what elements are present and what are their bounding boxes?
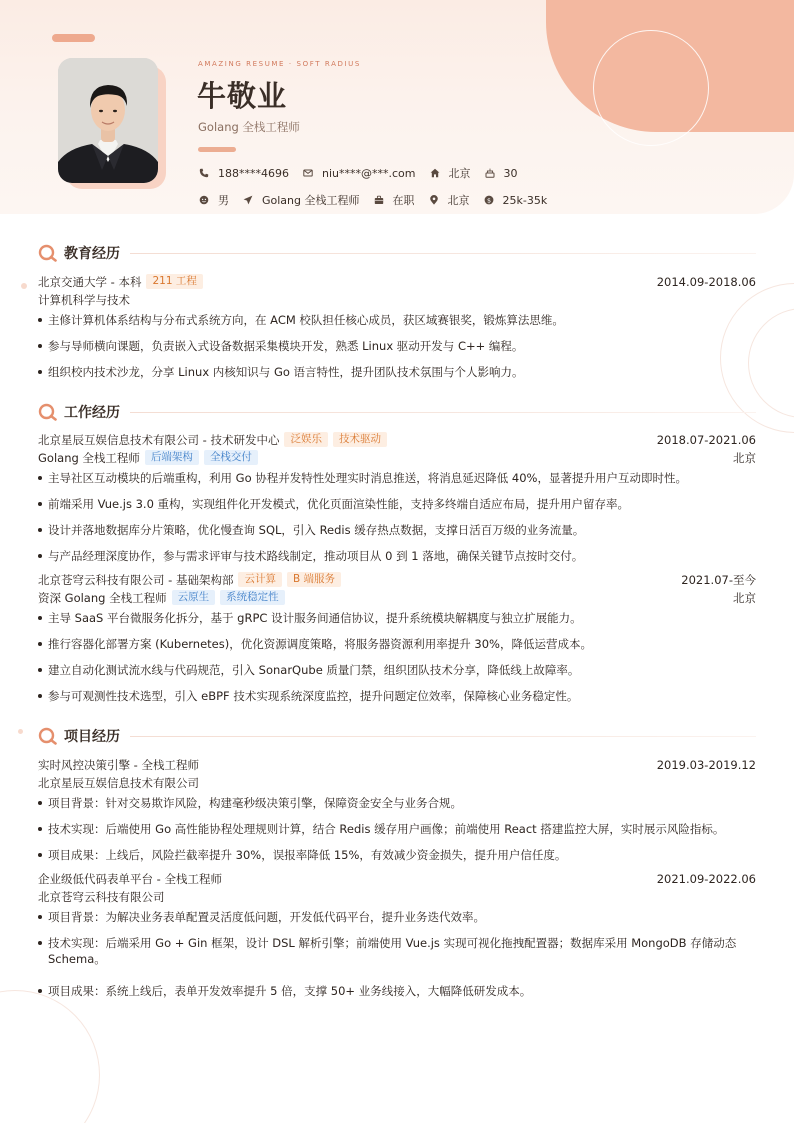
decorative-dot (21, 283, 27, 289)
company-tag: 云计算 (238, 572, 282, 587)
gender-value: 男 (218, 194, 229, 207)
project-bullet: 项目成果：上线后，风险拦截率提升 30%，误报率降低 15%，有效减少资金损失，提升用户信任度。 (38, 847, 756, 863)
job-period: 2021.07-至今 (681, 572, 756, 587)
phone-icon (199, 168, 209, 178)
project-header-row (38, 756, 756, 773)
decorative-dot (18, 729, 23, 734)
job-header-row (38, 571, 756, 588)
phone-item (199, 167, 289, 180)
phone-value: 188****4696 (218, 166, 289, 180)
section-divider (130, 253, 756, 254)
salary-icon (484, 195, 494, 205)
home-icon (430, 168, 440, 178)
project-bullet: 技术实现：后端采用 Go + Gin 框架，设计 DSL 解析引擎；前端使用 Vue.js 实现可视化拖拽配置器；数据库采用 MongoDB 存储动态 Schema。 (38, 935, 756, 967)
job-city: 北京 (733, 590, 756, 605)
title-underline (198, 147, 236, 152)
project-period: 2021.09-2022.06 (656, 871, 756, 886)
gender-icon (199, 195, 209, 205)
role-tag: 系统稳定性 (220, 590, 285, 605)
job-role: Golang 全栈工程师 (38, 450, 140, 465)
section-title-projects (38, 726, 756, 746)
candidate-title: Golang 全栈工程师 (198, 120, 300, 134)
mail-icon (303, 168, 313, 178)
project-name: 企业级低代码表单平台 - 全栈工程师 (38, 871, 222, 886)
education-header-row (38, 273, 756, 290)
briefcase-icon (374, 195, 384, 205)
svg-text:$: $ (486, 196, 491, 205)
school-name: 北京交通大学 - 本科 (38, 274, 142, 289)
section-heading: 工作经历 (64, 405, 120, 421)
job-role: 资深 Golang 全栈工程师 (38, 590, 167, 605)
job-bullet: 前端采用 Vue.js 3.0 重构，实现组件化开发模式，优化页面渲染性能，支持多终端自适应布局，提升用户留存率。 (38, 496, 756, 512)
work-city-item (429, 192, 470, 208)
work-city-value: 北京 (447, 194, 470, 207)
project-period: 2019.03-2019.12 (656, 757, 756, 772)
major: 计算机科学与技术 (38, 292, 130, 307)
job-header-row (38, 431, 756, 448)
age-icon (485, 168, 495, 178)
company-tag: 泛娱乐 (284, 432, 328, 447)
section-heading: 项目经历 (64, 729, 120, 745)
salary-item (484, 194, 548, 207)
age-item (485, 167, 518, 180)
project-name: 实时风控决策引擎 - 全栈工程师 (38, 757, 199, 772)
company-name: 北京苍穹云科技有限公司 - 基础架构部 (38, 572, 234, 587)
target-position-value: Golang 全栈工程师 (262, 194, 360, 207)
decorative-ring (593, 30, 709, 146)
job-bullet: 与产品经理深度协作，参与需求评审与技术路线制定，推动项目从 0 到 1 落地，确保关键节点按时交付。 (38, 548, 756, 564)
salary-value: 25k-35k (502, 193, 548, 207)
avatar-illustration (58, 58, 158, 183)
job-bullet: 推行容器化部署方案 (Kubernetes)，优化资源调度策略，将服务器资源利用率提升 30%，降低运营成本。 (38, 636, 756, 652)
education-major-row (38, 291, 756, 308)
education-period: 2014.09-2018.06 (656, 274, 756, 289)
job-bullet: 主导 SaaS 平台微服务化拆分，基于 gRPC 设计服务间通信协议，提升系统模块解耦度与独立扩展能力。 (38, 610, 756, 626)
job-status-item (374, 192, 415, 208)
job-bullet: 主导社区互动模块的后端重构，利用 Go 协程并发特性处理实时消息推送，将消息延迟降低 40%，显著提升用户互动即时性。 (38, 470, 756, 486)
project-bullet: 项目背景：为解决业务表单配置灵活度低问题，开发低代码平台，提升业务迭代效率。 (38, 909, 756, 925)
project-company-row (38, 774, 756, 791)
education-bullet: 主修计算机体系结构与分布式系统方向，在 ACM 校队担任核心成员，获区域赛银奖，锻炼算法思维。 (38, 312, 756, 328)
accent-bar (52, 34, 95, 42)
personal-info-row (199, 192, 561, 208)
email-value: niu****@***.com (322, 166, 416, 180)
section-title-education (38, 243, 756, 263)
job-bullet: 建立自动化测试流水线与代码规范，引入 SonarQube 质量门禁，组织团队技术分享，降低线上故障率。 (38, 662, 756, 678)
hometown-item (430, 165, 471, 181)
project-company: 北京星辰互娱信息技术有限公司 (38, 775, 199, 790)
candidate-name: 牛敬业 (197, 79, 288, 113)
job-period: 2018.07-2021.06 (656, 432, 756, 447)
resume-tagline: AMAZING RESUME · SOFT RADIUS (198, 60, 361, 68)
role-tag: 云原生 (172, 590, 216, 605)
job-bullet: 设计并落地数据库分片策略，优化慢查询 SQL，引入 Redis 缓存热点数据，支撑日活百万级的业务流量。 (38, 522, 756, 538)
gender-item (199, 192, 229, 208)
job-role-row (38, 449, 756, 466)
section-heading: 教育经历 (64, 246, 120, 262)
target-position-item (243, 192, 360, 208)
section-search-icon (38, 243, 58, 263)
role-tag: 全栈交付 (204, 450, 258, 465)
section-search-icon (38, 402, 58, 422)
decorative-ring (0, 990, 100, 1123)
job-bullet: 参与可观测性技术选型，引入 eBPF 技术实现系统深度监控，提升问题定位效率，保障核心业务稳定性。 (38, 688, 756, 704)
company-name: 北京星辰互娱信息技术有限公司 - 技术研发中心 (38, 432, 280, 447)
project-bullet: 项目成果：系统上线后，表单开发效率提升 5 倍，支撑 50+ 业务线接入，大幅降低研发成本。 (38, 983, 756, 999)
job-status-value: 在职 (392, 194, 415, 207)
location-pin-icon (429, 195, 439, 205)
contact-info-row (199, 165, 532, 181)
project-company-row (38, 888, 756, 905)
project-bullet: 项目背景：针对交易欺诈风险，构建毫秒级决策引擎，保障资金安全与业务合规。 (38, 795, 756, 811)
hometown-value: 北京 (448, 167, 471, 180)
company-tag: B 端服务 (287, 572, 341, 587)
email-item (303, 167, 416, 180)
section-divider (130, 412, 756, 413)
project-company: 北京苍穹云科技有限公司 (38, 889, 165, 904)
project-bullet: 技术实现：后端使用 Go 高性能协程处理规则计算，结合 Redis 缓存用户画像；前端使用 React 搭建监控大屏，实时展示风险指标。 (38, 821, 756, 837)
company-tag: 技术驱动 (333, 432, 387, 447)
profile-photo (58, 58, 158, 183)
education-bullet: 参与导师横向课题，负责嵌入式设备数据采集模块开发，熟悉 Linux 驱动开发与 C++ 编程。 (38, 338, 756, 354)
section-search-icon (38, 726, 58, 746)
job-role-row (38, 589, 756, 606)
send-icon (243, 195, 253, 205)
education-bullet: 组织校内技术沙龙，分享 Linux 内核知识与 Go 语言特性，提升团队技术氛围与个人影响力。 (38, 364, 756, 380)
role-tag: 后端架构 (145, 450, 199, 465)
section-title-work (38, 402, 756, 422)
job-city: 北京 (733, 450, 756, 465)
project-header-row (38, 870, 756, 887)
section-divider (130, 736, 756, 737)
school-tag: 211 工程 (146, 274, 202, 289)
age-value: 30 (503, 166, 518, 180)
